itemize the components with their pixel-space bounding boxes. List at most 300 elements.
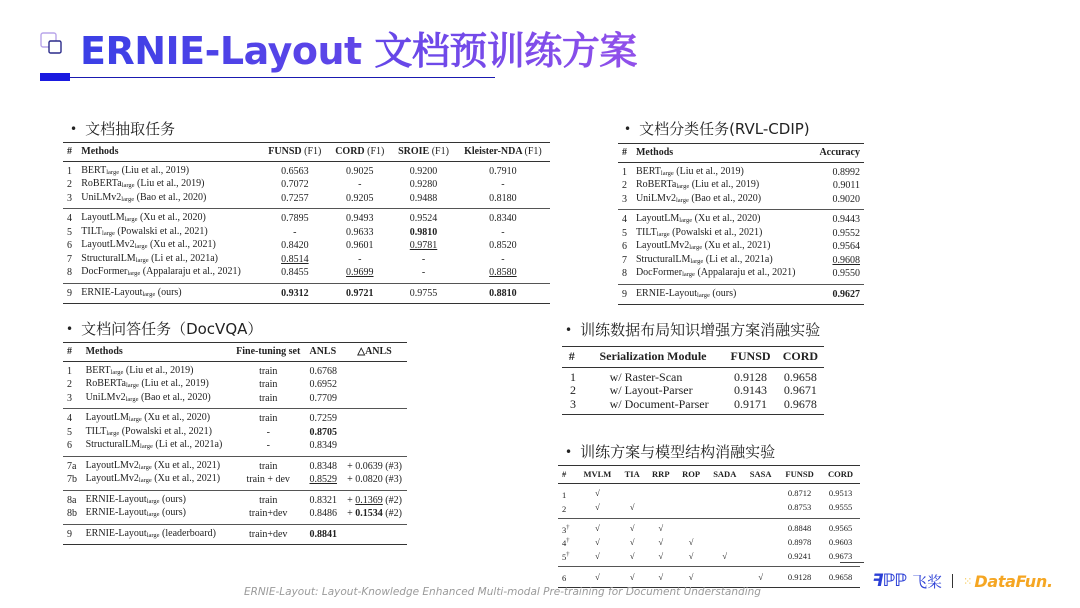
table-row	[618, 227, 864, 241]
method-name	[632, 240, 812, 254]
table-cell: TILT	[635, 226, 657, 238]
checkmark-icon: √	[658, 523, 664, 534]
table-cell: (Xu et al., 2020)	[144, 412, 211, 423]
checkmark-icon	[706, 484, 743, 501]
table-cell: large	[679, 217, 693, 224]
table-cell: 0.9565	[828, 523, 853, 534]
table-cell: (Xu et al., 2021)	[154, 459, 221, 471]
table-cell: -	[501, 226, 505, 238]
method-name	[77, 161, 261, 178]
table-cell: RoBERTa	[81, 178, 122, 189]
table-row	[618, 162, 864, 179]
table-cell: 9	[67, 287, 72, 299]
table-cell: large	[138, 463, 152, 471]
table-row	[63, 178, 550, 192]
table-row	[63, 161, 550, 178]
table-cell	[342, 426, 407, 440]
table-cell: 3	[622, 193, 627, 205]
table-row	[63, 507, 407, 524]
method-name	[632, 193, 812, 210]
method-name	[82, 507, 231, 524]
table-cell: large	[138, 477, 152, 484]
table-cell: 0.9128	[734, 369, 768, 384]
table-cell: 3	[570, 396, 576, 411]
table-cell: 4	[562, 538, 567, 549]
table-row	[562, 384, 824, 398]
table-cell: (ours)	[162, 507, 186, 518]
table-cell: 0.8180	[489, 192, 517, 204]
table-cell: (Xu et al., 2020)	[694, 213, 761, 224]
section-heading-qa: • 文档问答任务（DocVQA）	[66, 320, 263, 338]
col-tia: TIA	[624, 469, 640, 479]
checkmark-icon: √	[629, 536, 635, 547]
table-cell: -	[421, 253, 426, 265]
table-cell: 0.8321	[309, 494, 337, 506]
table-cell: large	[142, 290, 156, 298]
table-cell: 0.9488	[409, 192, 438, 204]
table-cell: +	[347, 460, 356, 472]
table-cell: train	[259, 392, 278, 404]
method-name	[632, 284, 812, 305]
col-finetuning-set: Fine-tuning set	[236, 346, 301, 357]
table-cell	[558, 549, 576, 566]
table-cell: 5	[622, 227, 627, 239]
table-cell: (Xu et al., 2021)	[154, 473, 221, 484]
table-cell: 6	[67, 240, 72, 251]
table-cell: 0.8349	[309, 440, 337, 451]
table-cell	[342, 409, 407, 426]
table-row	[63, 490, 407, 507]
table-cell: ERNIE-Layout	[85, 493, 147, 505]
checkmark-icon: √	[658, 536, 664, 547]
table-cell: large	[689, 244, 703, 251]
slide-title: ERNIE-Layout 文档预训练方案	[80, 29, 637, 73]
table-cell: 0.7257	[281, 192, 309, 204]
checkmark-icon	[743, 549, 778, 566]
table-cell: -	[266, 440, 270, 451]
serialization-ablation-table	[562, 346, 824, 415]
method-name	[77, 178, 261, 192]
table-cell: 0.9699	[346, 267, 374, 278]
checkmark-icon	[706, 518, 743, 535]
checkmark-icon: √	[629, 502, 635, 513]
col-index: #	[67, 346, 72, 357]
table-cell: 4	[622, 214, 627, 225]
table-cell: 4	[67, 413, 72, 424]
table-cell: 0.1534	[355, 508, 383, 519]
method-name	[632, 162, 812, 179]
method-name	[632, 210, 812, 227]
checkmark-icon: √	[658, 550, 664, 561]
table-cell: 2	[570, 383, 576, 397]
table-cell	[558, 535, 576, 549]
table-row	[558, 535, 860, 549]
table-cell: (Li et al., 2021a)	[705, 253, 773, 265]
table-cell	[342, 490, 407, 507]
section-heading-classification: • 文档分类任务(RVL-CDIP)	[624, 120, 810, 138]
col-index: #	[67, 146, 72, 157]
table-cell: 6	[622, 241, 627, 252]
table-cell	[558, 518, 576, 535]
table-cell: large	[134, 243, 148, 250]
col-rop: ROP	[682, 469, 701, 479]
table-cell	[342, 507, 407, 524]
method-name	[82, 392, 231, 409]
col-funsd	[261, 143, 328, 162]
method-name	[77, 266, 261, 283]
table-cell: train+dev	[249, 508, 288, 519]
table-cell: 0.8455	[281, 267, 309, 278]
col-sasa: SASA	[749, 469, 772, 479]
table-cell: 0.9312	[281, 287, 309, 299]
method-name	[82, 524, 231, 545]
table-cell: +	[347, 494, 356, 506]
table-cell: 9	[622, 288, 627, 300]
table-cell: 2	[622, 180, 627, 191]
table-cell: 7a	[67, 460, 77, 472]
section-heading-serialization: • 训练数据布局知识增强方案消融实验	[565, 321, 821, 339]
table-cell: (Liu et al., 2019)	[125, 364, 194, 376]
overlapping-squares-icon	[40, 32, 68, 58]
table-row	[618, 267, 864, 284]
table-cell: 1	[622, 166, 627, 178]
checkmark-icon: √	[595, 523, 600, 534]
table-cell: (F1)	[524, 146, 542, 157]
table-cell: 8	[67, 267, 72, 278]
table-row	[63, 239, 550, 253]
table-row	[63, 209, 550, 226]
table-cell: large	[135, 256, 149, 264]
table-cell: +	[347, 474, 356, 485]
table-cell: -	[358, 179, 362, 190]
logo-separator	[952, 574, 953, 588]
method-name	[632, 267, 812, 284]
table-row	[63, 283, 550, 304]
table-row	[63, 524, 407, 545]
table-cell: StructuralLM	[85, 439, 141, 450]
table-cell: large	[656, 230, 670, 238]
table-cell: 0.7910	[489, 165, 517, 177]
table-cell: -	[421, 267, 426, 278]
table-cell: 0.9143	[734, 383, 768, 397]
training-ablation-table	[558, 465, 860, 588]
table-cell: 0.9555	[828, 502, 853, 513]
table-cell: 0.8348	[309, 460, 337, 472]
table-cell: large	[121, 182, 135, 189]
table-cell: (Appalaraju et al., 2021)	[142, 266, 241, 277]
checkmark-icon	[706, 567, 743, 588]
table-cell: DocFormer	[81, 266, 128, 277]
table-cell: 0.9633	[346, 226, 374, 238]
checkmark-icon	[619, 484, 646, 501]
table-cell: RoBERTa	[85, 378, 126, 389]
table-cell: large	[660, 169, 674, 177]
table-cell	[342, 524, 407, 545]
checkmark-icon: √	[758, 571, 763, 582]
table-row	[63, 456, 407, 473]
table-cell: (Powalski et al., 2021)	[117, 225, 208, 237]
section-heading-extraction: • 文档抽取任务	[70, 120, 176, 138]
table-cell: 0.9025	[346, 165, 374, 177]
table-cell: 0.9673	[828, 550, 853, 561]
table-cell	[342, 361, 407, 378]
table-cell: large	[102, 229, 115, 237]
table-cell: 7	[622, 254, 627, 266]
table-cell: 0.8712	[787, 488, 812, 499]
table-cell: (Xu et al., 2020)	[139, 212, 206, 223]
checkmark-icon	[743, 484, 778, 501]
table-cell: 6	[67, 440, 72, 451]
sponsor-logos	[872, 568, 1053, 594]
col-sada: SADA	[713, 469, 737, 479]
table-cell: 6	[562, 572, 567, 583]
table-cell: ERNIE-Layout	[635, 287, 698, 299]
table-cell: 0.9721	[346, 287, 374, 299]
title-underline	[70, 77, 495, 78]
checkmark-icon	[743, 501, 778, 518]
table-cell: large	[125, 395, 139, 403]
checkmark-icon: √	[629, 571, 635, 582]
table-cell: large	[140, 443, 153, 450]
table-cell: ERNIE-Layout	[81, 286, 143, 298]
table-cell: 0.9678	[783, 396, 817, 411]
table-cell: (Bao et al., 2020)	[136, 191, 207, 203]
table-cell: (Xu et al., 2021)	[149, 239, 216, 250]
table-cell: UniLMv2	[85, 391, 126, 403]
table-cell: 0.9671	[783, 383, 817, 397]
table-cell: -	[293, 226, 297, 238]
table-cell: BERT	[635, 165, 661, 177]
table-cell: -	[501, 253, 505, 265]
table-row	[562, 367, 824, 384]
table-cell: w/ Layout-Parser	[609, 383, 693, 397]
table-cell: w/ Raster-Scan	[609, 369, 683, 384]
checkmark-icon	[676, 501, 707, 518]
table-cell: 0.8978	[787, 536, 812, 547]
table-cell: (Liu et al., 2019)	[676, 165, 744, 177]
table-cell: (#2)	[382, 508, 402, 519]
table-cell: 0.9200	[409, 165, 438, 177]
method-name	[77, 253, 261, 267]
table-cell: 2	[67, 179, 72, 190]
checkmark-icon: √	[722, 550, 728, 561]
method-name	[82, 473, 231, 490]
table-cell: 8a	[67, 494, 77, 506]
table-cell: DocFormer	[635, 267, 683, 278]
table-cell: 7b	[67, 474, 77, 485]
table-cell: (Bao et al., 2020)	[140, 391, 211, 403]
table-cell: 2	[67, 379, 72, 390]
classification-results-table	[618, 143, 864, 305]
table-cell: (Liu et al., 2019)	[691, 179, 760, 190]
table-cell: 0.0639	[355, 460, 383, 472]
table-cell: 0.9524	[409, 213, 438, 224]
table-cell: 0.9658	[783, 369, 817, 384]
checkmark-icon	[743, 535, 778, 549]
table-cell: SROIE	[398, 146, 430, 157]
table-cell: 0.6952	[309, 379, 337, 390]
method-name	[82, 439, 231, 456]
col-cord	[328, 143, 391, 162]
table-row	[63, 473, 407, 490]
table-cell: large	[125, 382, 139, 389]
table-cell: large	[106, 168, 120, 176]
table-cell: 0.9781	[409, 240, 438, 251]
table-cell: (ours)	[162, 493, 186, 505]
title-accent-bar	[40, 73, 70, 81]
table-cell: BERT	[81, 164, 107, 176]
table-row	[558, 549, 860, 566]
table-cell: (Xu et al., 2021)	[704, 240, 771, 251]
extraction-results-table	[63, 142, 550, 304]
table-cell: (Liu et al., 2019)	[141, 378, 209, 389]
table-cell: (F1)	[304, 146, 322, 157]
table-cell: 0.9810	[409, 226, 438, 238]
table-cell: 0.9603	[828, 536, 853, 547]
checkmark-icon: √	[595, 550, 600, 561]
table-cell: large	[690, 257, 704, 265]
table-cell: large	[146, 497, 160, 505]
paddlepaddle-logo-text: 飞桨	[912, 572, 943, 591]
table-cell: 1	[562, 489, 567, 500]
table-cell: large	[121, 195, 135, 203]
table-cell: LayoutLMv2	[81, 239, 135, 250]
table-cell: 0.9443	[832, 214, 860, 225]
col-cord: CORD	[827, 469, 854, 479]
checkmark-icon: √	[688, 571, 694, 582]
table-cell: train+dev	[249, 528, 288, 540]
checkmark-icon	[676, 518, 707, 535]
col-cord: CORD	[782, 349, 819, 363]
col-rrp: RRP	[652, 469, 670, 479]
table-cell: (Powalski et al., 2021)	[121, 425, 212, 437]
table-cell: TILT	[85, 425, 107, 437]
table-cell: Kleister-NDA	[464, 146, 523, 157]
table-cell: UniLMv2	[81, 191, 122, 203]
table-cell: train	[259, 365, 278, 377]
table-cell: †	[566, 523, 570, 531]
table-cell: CORD	[335, 146, 365, 157]
table-cell: (F1)	[431, 146, 449, 157]
table-cell	[342, 439, 407, 456]
table-row	[63, 378, 407, 392]
checkmark-icon: √	[629, 523, 635, 534]
checkmark-icon: √	[688, 536, 694, 547]
table-cell: 0.0820	[355, 474, 383, 485]
table-cell: 0.8580	[489, 267, 517, 278]
table-cell: 3	[67, 192, 72, 204]
table-cell: 0.8340	[489, 213, 517, 224]
col-index: #	[562, 469, 567, 479]
table-cell	[342, 473, 407, 490]
method-name	[82, 361, 231, 378]
table-cell: 0.9608	[832, 254, 860, 266]
table-cell: 0.9493	[346, 213, 374, 224]
table-cell: 0.9755	[409, 287, 438, 299]
table-row	[558, 518, 860, 535]
table-cell: (leaderboard)	[162, 527, 216, 539]
table-row	[63, 266, 550, 283]
table-cell: large	[110, 368, 124, 376]
table-cell: †	[566, 551, 570, 559]
table-cell: FUNSD	[268, 146, 302, 157]
table-row	[558, 484, 860, 501]
table-cell: (#3)	[382, 474, 402, 485]
table-cell: LayoutLMv2	[635, 240, 690, 251]
table-cell: 8	[622, 268, 627, 279]
table-cell: large	[682, 271, 695, 278]
table-cell: (Liu et al., 2019)	[137, 178, 205, 189]
table-row	[63, 426, 407, 440]
table-cell: 0.9552	[832, 227, 860, 239]
table-row	[558, 501, 860, 518]
checkmark-icon	[646, 501, 676, 518]
table-cell: large	[146, 511, 160, 518]
table-cell: 0.9241	[787, 550, 812, 561]
table-cell: large	[128, 416, 142, 423]
table-cell: train	[259, 413, 278, 424]
checkmark-icon: √	[595, 571, 600, 582]
paddlepaddle-logo-icon: ꟻℙℙ	[872, 571, 907, 591]
col-methods: Methods	[635, 147, 674, 158]
table-cell: (Li et al., 2021a)	[155, 439, 223, 450]
table-cell	[342, 456, 407, 473]
table-cell: 0.1369	[355, 494, 383, 506]
table-cell: 0.9205	[346, 192, 374, 204]
table-cell: (Bao et al., 2020)	[691, 192, 762, 204]
table-cell: 0.7072	[281, 179, 309, 190]
method-name	[82, 378, 231, 392]
table-cell: ERNIE-Layout	[85, 527, 147, 539]
table-cell: 0.9280	[409, 179, 438, 190]
col-funsd: FUNSD	[730, 349, 771, 363]
table-row	[558, 567, 860, 588]
table-row	[562, 398, 824, 415]
table-row	[618, 193, 864, 210]
table-cell: 0.8705	[309, 426, 337, 438]
checkmark-icon	[706, 501, 743, 518]
checkmark-icon: √	[595, 488, 600, 499]
method-name	[82, 409, 231, 426]
table-cell: train	[259, 494, 278, 506]
table-cell: 5	[67, 226, 72, 238]
table-cell: (#3)	[382, 460, 402, 472]
col-sroie	[391, 143, 456, 162]
col-kleister	[456, 143, 550, 162]
table-cell	[342, 392, 407, 409]
table-cell: 0.8520	[489, 240, 517, 251]
col-mvlm: MVLM	[583, 469, 612, 479]
method-name	[77, 226, 261, 240]
table-cell: 0.9658	[828, 571, 853, 582]
table-cell: 3	[562, 524, 567, 535]
method-name	[632, 179, 812, 193]
table-cell: (Appalaraju et al., 2021)	[697, 267, 796, 278]
method-name	[77, 192, 261, 209]
col-index: #	[568, 349, 575, 363]
table-cell: LayoutLMv2	[85, 473, 139, 484]
table-cell: 9	[67, 528, 72, 540]
checkmark-icon: √	[629, 550, 635, 561]
table-cell: 1	[67, 365, 72, 377]
table-cell	[342, 378, 407, 392]
method-name	[77, 209, 261, 226]
table-row	[63, 192, 550, 209]
table-cell: 2	[562, 503, 567, 514]
table-cell: -	[358, 253, 362, 265]
table-cell: 0.6768	[309, 365, 337, 377]
table-cell: StructuralLM	[81, 252, 136, 264]
